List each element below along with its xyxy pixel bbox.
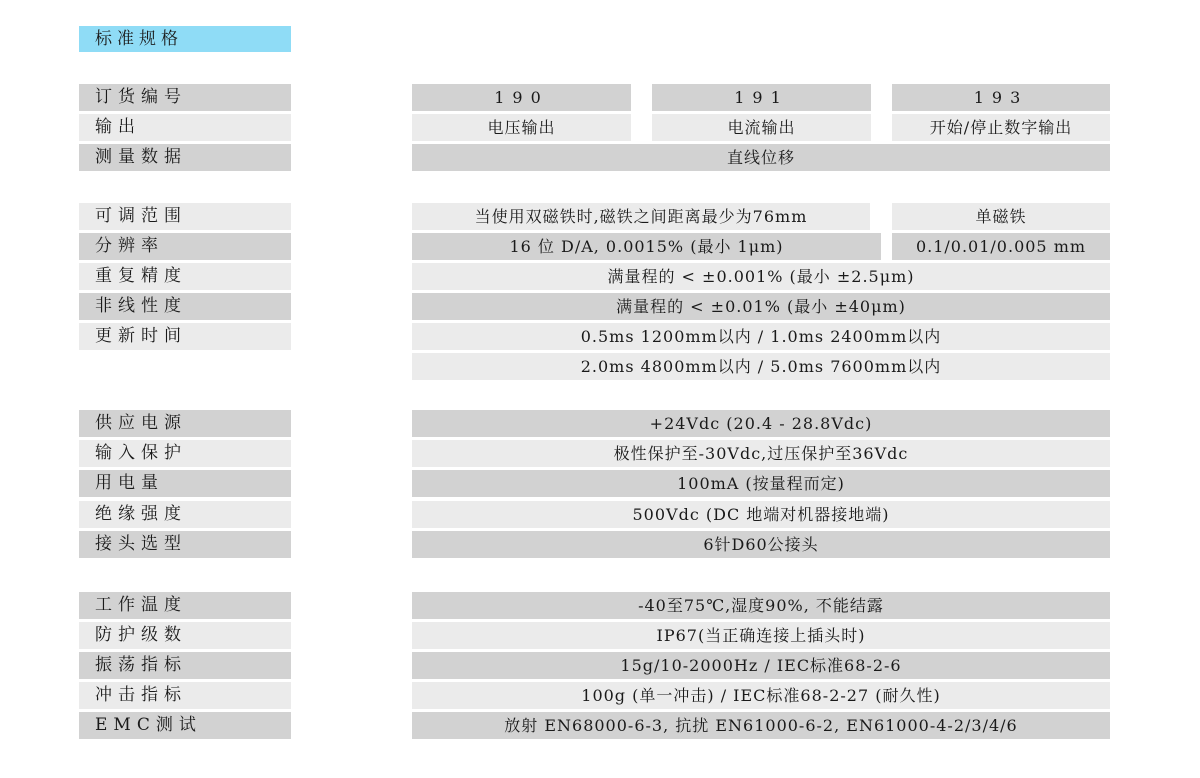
spec-row-measure	[0, 144, 1200, 171]
spec-row-connector	[0, 531, 1200, 558]
value-adjust-side: 单磁铁	[892, 203, 1110, 230]
label-update: 更新时间	[79, 323, 291, 350]
spec-row-resolution	[0, 233, 1200, 260]
label-protect: 输入保护	[79, 440, 291, 467]
value-current: 100mA (按量程而定)	[412, 470, 1110, 497]
value-output-digital: 开始/停止数字输出	[892, 114, 1110, 141]
value-resolution-main: 16 位 D/A, 0.0015% (最小 1μm)	[412, 233, 881, 260]
value-output-current: 电流输出	[652, 114, 871, 141]
label-linearity: 非线性度	[79, 293, 291, 320]
label-insulation: 绝缘强度	[79, 501, 291, 528]
label-adjust: 可调范围	[79, 203, 291, 230]
value-order-193: 193	[892, 84, 1110, 111]
value-vibration: 15g/10-2000Hz / IEC标准68-2-6	[412, 652, 1110, 679]
value-connector: 6针D60公接头	[412, 531, 1110, 558]
value-measure: 直线位移	[412, 144, 1110, 171]
value-insulation: 500Vdc (DC 地端对机器接地端)	[412, 501, 1110, 528]
label-measure: 测量数据	[79, 144, 291, 171]
value-order-191: 191	[652, 84, 871, 111]
value-linearity: 满量程的 < ±0.01% (最小 ±40μm)	[412, 293, 1110, 320]
value-shock: 100g (单一冲击) / IEC标准68-2-27 (耐久性)	[412, 682, 1110, 709]
value-power: +24Vdc (20.4 - 28.8Vdc)	[412, 410, 1110, 437]
value-update-1: 0.5ms 1200mm以内 / 1.0ms 2400mm以内	[412, 323, 1110, 350]
spec-row-protect	[0, 440, 1200, 467]
spec-row-vibration	[0, 652, 1200, 679]
label-power: 供应电源	[79, 410, 291, 437]
label-ip: 防护级数	[79, 622, 291, 649]
value-repeat: 满量程的 < ±0.001% (最小 ±2.5μm)	[412, 263, 1110, 290]
value-emc: 放射 EN68000-6-3, 抗扰 EN61000-6-2, EN61000-4-2/3/4/6	[412, 712, 1110, 739]
spec-row-order	[0, 84, 1200, 111]
spec-row-repeat	[0, 263, 1200, 290]
value-resolution-side: 0.1/0.01/0.005 mm	[892, 233, 1110, 260]
label-shock: 冲击指标	[79, 682, 291, 709]
spec-row-emc	[0, 712, 1200, 739]
value-adjust-main: 当使用双磁铁时,磁铁之间距离最少为76mm	[412, 203, 870, 230]
value-protect: 极性保护至-30Vdc,过压保护至36Vdc	[412, 440, 1110, 467]
spec-row-output	[0, 114, 1200, 141]
spec-row-temp	[0, 592, 1200, 619]
spec-row-current	[0, 470, 1200, 497]
spec-row-insulation	[0, 501, 1200, 528]
spec-row-update	[0, 323, 1200, 350]
spec-row-update-2	[0, 353, 1200, 380]
label-temp: 工作温度	[79, 592, 291, 619]
spec-row-ip	[0, 622, 1200, 649]
label-connector: 接头选型	[79, 531, 291, 558]
label-vibration: 振荡指标	[79, 652, 291, 679]
value-output-voltage: 电压输出	[412, 114, 631, 141]
value-temp: -40至75℃,湿度90%, 不能结露	[412, 592, 1110, 619]
label-order: 订货编号	[79, 84, 291, 111]
label-repeat: 重复精度	[79, 263, 291, 290]
spec-row-shock	[0, 682, 1200, 709]
page-title: 标准规格	[79, 26, 291, 52]
spec-row-linearity	[0, 293, 1200, 320]
label-output: 输出	[79, 114, 291, 141]
label-emc: EMC测试	[79, 712, 291, 739]
value-update-2: 2.0ms 4800mm以内 / 5.0ms 7600mm以内	[412, 353, 1110, 380]
value-order-190: 190	[412, 84, 631, 111]
label-current: 用电量	[79, 470, 291, 497]
value-ip: IP67(当正确连接上插头时)	[412, 622, 1110, 649]
spec-row-power	[0, 410, 1200, 437]
label-resolution: 分辨率	[79, 233, 291, 260]
spec-row-adjust	[0, 203, 1200, 230]
